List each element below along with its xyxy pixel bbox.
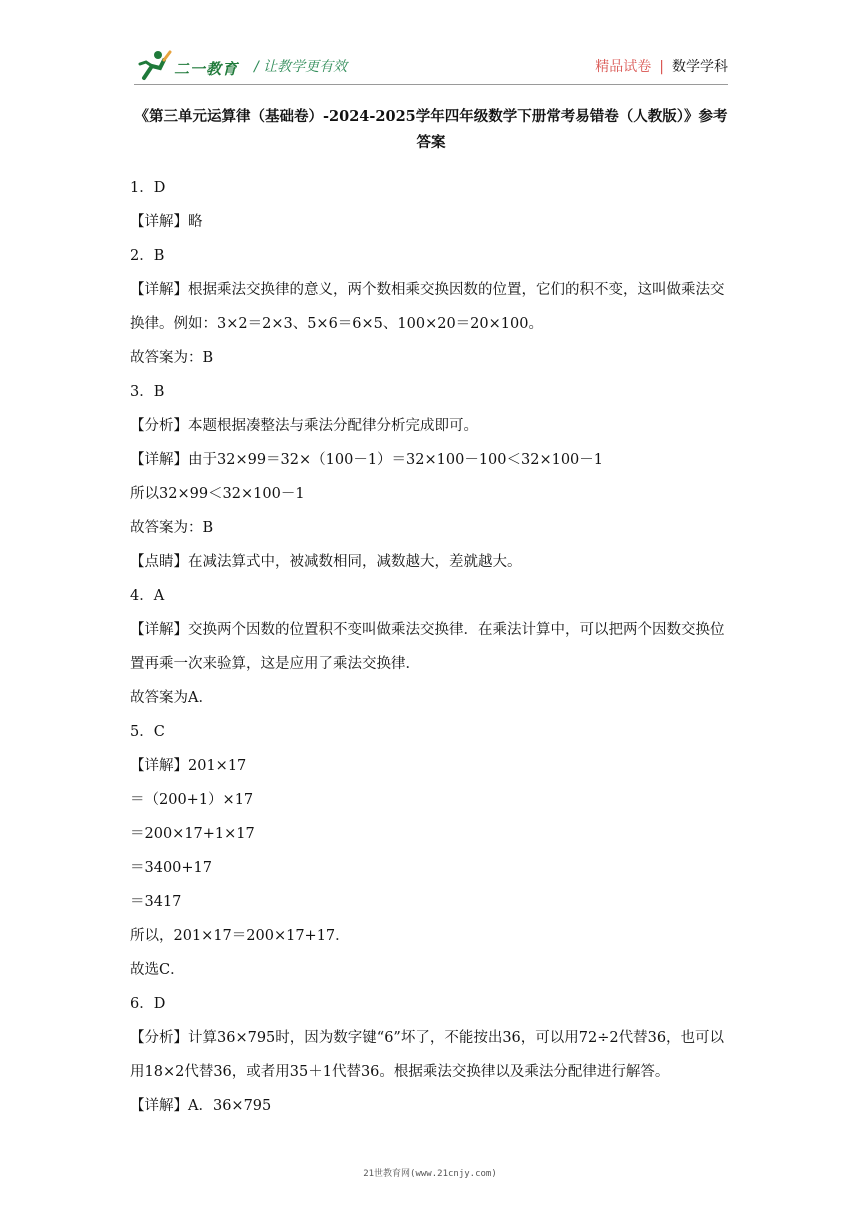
answer-line: 【点睛】在减法算式中，被减数相同，减数越大，差就越大。 <box>130 554 522 570</box>
page-footer: 21世教育网(www.21cnjy.com) <box>363 1169 497 1179</box>
answer-line: 【详解】略 <box>130 214 203 230</box>
answer-line: ＝3400+17 <box>130 860 213 876</box>
answer-line: ＝3417 <box>130 894 182 910</box>
page-header <box>134 44 728 84</box>
slogan: / 让教学更有效 <box>254 59 348 75</box>
answer-line: 所以32×99＜32×100－1 <box>130 486 305 502</box>
answer-line: 故答案为：B <box>130 520 214 536</box>
runner-logo-icon <box>134 48 174 82</box>
answer-line: 1．D <box>130 180 166 196</box>
answer-line: 6．D <box>130 996 166 1012</box>
answer-line: 4．A <box>130 588 165 604</box>
answer-body <box>130 177 730 1129</box>
answer-line: 故答案为A． <box>130 690 213 706</box>
answer-line: 【详解】由于32×99＝32×（100－1）＝32×100－100＜32×100－1 <box>130 452 604 468</box>
answer-line: 3．B <box>130 384 165 400</box>
answer-line: 所以，201×17＝200×17+17． <box>130 928 350 944</box>
logo-text: 二一教育 <box>174 60 239 78</box>
answer-line: 【分析】计算36×795时，因为数字键“6”坏了，不能按出36，可以用72÷2代替36，也可以用18×2代替36，或者用35＋1代替36。根据乘法交换律以及乘法分配律进行解答。 <box>130 1030 725 1080</box>
subject-label: 数学学科 <box>672 59 728 75</box>
answer-line: 故答案为：B <box>130 350 214 366</box>
answer-line: 【详解】交换两个因数的位置积不变叫做乘法交换律．在乘法计算中，可以把两个因数交换位置再乘一次来验算，这是应用了乘法交换律． <box>130 622 725 672</box>
header-subject <box>595 56 728 76</box>
document-title: 《第三单元运算律（基础卷）-2024-2025学年四年级数学下册常考易错卷（人教版）》参考答案 <box>134 108 728 151</box>
premium-label: 精品试卷 <box>595 59 652 75</box>
answer-line: 【详解】201×17 <box>130 758 247 774</box>
answer-line: 2．B <box>130 248 165 264</box>
answer-line: 【分析】本题根据凑整法与乘法分配律分析完成即可。 <box>130 418 478 434</box>
answer-line: ＝200×17+1×17 <box>130 826 255 842</box>
separator: | <box>659 59 664 75</box>
header-divider <box>134 84 728 85</box>
answer-line: 【详解】根据乘法交换律的意义，两个数相乘交换因数的位置，它们的积不变，这叫做乘法交换律。例如：3×2＝2×3、5×6＝6×5、100×20＝20×100。 <box>130 282 725 332</box>
answer-line: 5．C <box>130 724 165 740</box>
logo <box>134 48 246 82</box>
answer-line: ＝（200+1）×17 <box>130 792 254 808</box>
answer-line: 故选C． <box>130 962 185 978</box>
answer-line: 【详解】A．36×795 <box>130 1098 272 1114</box>
